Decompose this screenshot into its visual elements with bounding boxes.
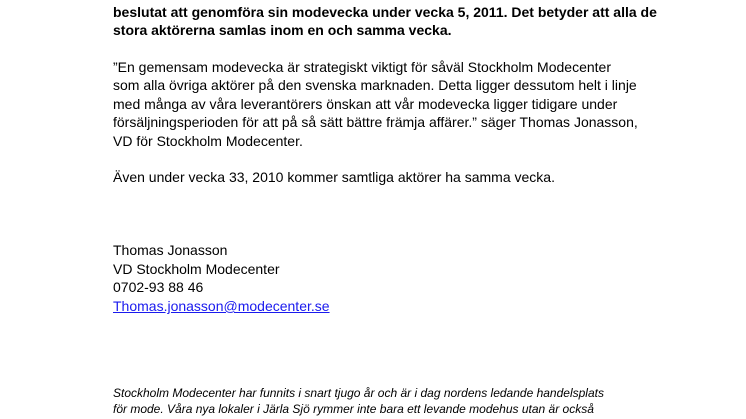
contact-email-link[interactable]: Thomas.jonasson@modecenter.se [113, 298, 330, 314]
contact-phone: 0702-93 88 46 [113, 279, 204, 295]
intro-paragraph-line-2: stora aktörerna samlas inom en och samma vecka. [113, 22, 452, 38]
contact-title: VD Stockholm Modecenter [113, 261, 280, 277]
quote-paragraph-line-3: med många av våra leverantörers önskan att vår modevecka ligger tidigare under [113, 96, 618, 112]
quote-paragraph-line-2: som alla övriga aktörer på den svenska marknaden. Detta ligger dessutom helt i linje [113, 77, 637, 93]
quote-paragraph-line-5: VD för Stockholm Modecenter. [113, 133, 303, 149]
quote-paragraph-line-4: försäljningsperioden för att på så sätt bättre främja affärer.” säger Thomas Jonasson, [113, 114, 638, 130]
about-paragraph-line-1: Stockholm Modecenter har funnits i snart tjugo år och är i dag nordens ledande handelsplats [113, 386, 604, 400]
week-note: Även under vecka 33, 2010 kommer samtliga aktörer ha samma vecka. [113, 169, 555, 185]
intro-paragraph-line-1: beslutat att genomföra sin modevecka under vecka 5, 2011. Det betyder att alla de [113, 4, 657, 20]
contact-name: Thomas Jonasson [113, 242, 228, 258]
quote-paragraph-line-1: ”En gemensam modevecka är strategiskt viktigt för såväl Stockholm Modecenter [113, 59, 611, 75]
about-paragraph-line-2: för mode. Våra nya lokaler i Järla Sjö rymmer inte bara ett levande modehus utan är också [113, 402, 594, 416]
